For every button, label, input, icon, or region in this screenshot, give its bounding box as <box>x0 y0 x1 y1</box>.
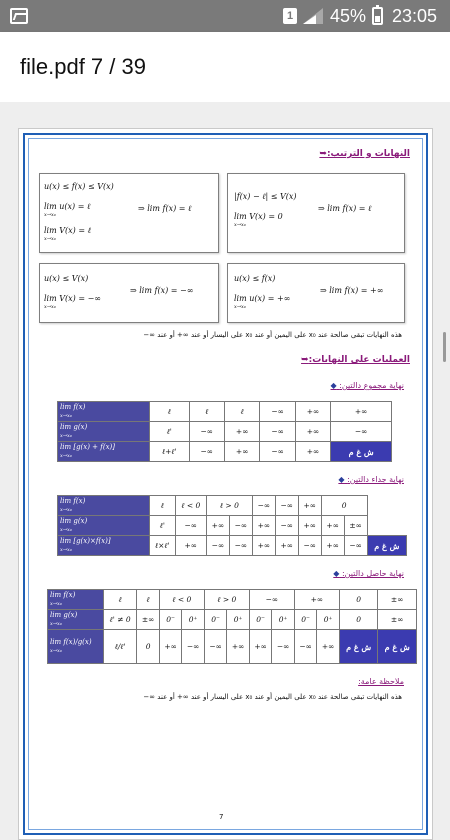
cell: −∞ <box>275 496 298 516</box>
row-label: lim g(x) x→x₀ <box>58 516 150 536</box>
cell: −∞ <box>249 590 294 610</box>
cell: +∞ <box>298 516 321 536</box>
cell: ℓ <box>189 402 224 422</box>
row-label: lim f(x) x→x₀ <box>58 402 150 422</box>
pdf-page[interactable] <box>18 128 433 840</box>
cell: 0⁺ <box>182 610 205 630</box>
clock: 23:05 <box>392 6 438 26</box>
pdf-viewer[interactable] <box>0 102 450 821</box>
box4-line2: lim u(x) = +∞ <box>234 294 291 303</box>
battery-icon <box>372 7 383 25</box>
cell: +∞ <box>294 590 339 610</box>
theorem-box-2 <box>227 173 405 253</box>
box2-sub: x→x₀ <box>234 222 246 228</box>
cell: −∞ <box>272 630 295 664</box>
box4-conclusion: ⇒ lim f(x) = +∞ <box>320 286 384 295</box>
cell: +∞ <box>321 516 344 536</box>
heading-order <box>319 149 410 159</box>
sub-remark-text: ملاحظة عامة: <box>358 677 404 686</box>
cell: ±∞ <box>137 610 160 630</box>
row-label: lim [g(x) + f(x)] x→x₀ <box>58 442 150 462</box>
arrow-icon: ➥ <box>319 149 327 159</box>
cell: ℓ×ℓ' <box>150 536 176 556</box>
cell: 0 <box>339 590 378 610</box>
cell: ℓ > 0 <box>204 590 249 610</box>
theorem-box-3 <box>39 263 219 323</box>
app-bar <box>0 32 450 102</box>
cell: −∞ <box>294 630 317 664</box>
cell: ℓ+ℓ' <box>150 442 190 462</box>
cell: +∞ <box>175 536 206 556</box>
sub-sum <box>331 381 404 390</box>
row-label: lim g(x) x→x₀ <box>48 610 104 630</box>
undefined-form-cell: ش غ م <box>331 442 392 462</box>
row-label: lim f(x) x→x₀ <box>58 496 150 516</box>
theorem-box-4 <box>227 263 405 323</box>
row-label: lim f(x) x→x₀ <box>48 590 104 610</box>
box4-line1: u(x) ≤ f(x) <box>234 274 276 283</box>
cell: −∞ <box>260 402 295 422</box>
cell: −∞ <box>331 422 392 442</box>
cell: −∞ <box>189 442 224 462</box>
status-bar <box>0 0 450 32</box>
note-order: هذه النهايات تبقى صالحة عند x₀ على اليمين أو عند x₀ على اليسار أو عند ∞+ أو عند ∞− <box>143 331 402 339</box>
gallery-icon <box>10 8 28 24</box>
cell: +∞ <box>227 630 250 664</box>
sub-sum-text: نهاية مجموع دالتين: <box>339 381 404 390</box>
cell: 0⁺ <box>272 610 295 630</box>
cell: ℓ < 0 <box>159 590 204 610</box>
table-row <box>48 630 417 664</box>
sub-remark <box>358 677 404 686</box>
bullet-icon: ◆ <box>333 569 340 578</box>
cell: −∞ <box>229 536 252 556</box>
cell: 0⁻ <box>249 610 272 630</box>
cell: ℓ' <box>150 516 176 536</box>
cell: ℓ' <box>150 422 190 442</box>
cell: +∞ <box>317 630 340 664</box>
table-row <box>58 402 392 422</box>
cell: ±∞ <box>378 590 417 610</box>
cell: 0⁻ <box>204 610 227 630</box>
heading-order-text: النهايات و الترتيب: <box>326 149 410 159</box>
cell: +∞ <box>224 422 259 442</box>
battery-percent: 45% <box>330 6 367 26</box>
cell: −∞ <box>189 422 224 442</box>
cell: −∞ <box>182 630 205 664</box>
box3-conclusion: ⇒ lim f(x) = −∞ <box>130 286 194 295</box>
cell: −∞ <box>298 536 321 556</box>
bullet-icon: ◆ <box>330 381 337 390</box>
table-row <box>48 610 417 630</box>
cell: +∞ <box>159 630 182 664</box>
cell: ℓ <box>150 496 176 516</box>
box2-line2: lim V(x) = 0 <box>234 212 283 221</box>
sum-table <box>57 401 392 462</box>
bullet-icon: ◆ <box>338 475 345 484</box>
cell: −∞ <box>252 496 275 516</box>
cell: −∞ <box>275 516 298 536</box>
box1-line3: lim V(x) = ℓ <box>44 226 91 235</box>
table-row <box>58 516 407 536</box>
cell: ℓ > 0 <box>206 496 252 516</box>
page-number: 7 <box>219 813 224 821</box>
heading-operations-text: العمليات على النهايات: <box>308 355 410 365</box>
cell: +∞ <box>206 516 229 536</box>
scrollbar[interactable] <box>443 332 446 362</box>
arrow-icon: ➥ <box>301 355 309 365</box>
cell: ℓ <box>224 402 259 422</box>
cell: 0 <box>339 610 378 630</box>
sub-quotient <box>333 569 404 578</box>
cell: ℓ <box>137 590 160 610</box>
cell: −∞ <box>204 630 227 664</box>
row-label: lim g(x) x→x₀ <box>58 422 150 442</box>
cell: +∞ <box>295 442 330 462</box>
cell: 0⁺ <box>317 610 340 630</box>
sub-product-text: نهاية جداء دالتين: <box>347 475 404 484</box>
cell: 0 <box>321 496 367 516</box>
table-row <box>48 590 417 610</box>
signal-icon <box>303 8 323 24</box>
box3-sub: x→x₀ <box>44 304 56 310</box>
quotient-table <box>47 589 417 664</box>
box1-conclusion: ⇒ lim f(x) = ℓ <box>138 204 192 213</box>
cell: ℓ <box>150 402 190 422</box>
box2-conclusion: ⇒ lim f(x) = ℓ <box>318 204 372 213</box>
cell: −∞ <box>344 536 367 556</box>
cell: −∞ <box>206 536 229 556</box>
cell: ℓ <box>104 590 137 610</box>
product-table <box>57 495 407 556</box>
box1-line1: u(x) ≤ f(x) ≤ V(x) <box>44 182 114 191</box>
sub-quotient-text: نهاية حاصل دالتين: <box>341 569 404 578</box>
undefined-form-cell: ش غ م <box>339 630 378 664</box>
box2-line1: |f(x) − ℓ| ≤ V(x) <box>234 192 297 201</box>
cell: +∞ <box>252 516 275 536</box>
heading-operations <box>301 355 410 365</box>
cell: −∞ <box>260 422 295 442</box>
cell: −∞ <box>229 516 252 536</box>
table-row <box>58 536 407 556</box>
box4-sub: x→x₀ <box>234 304 246 310</box>
box1-line2: lim u(x) = ℓ <box>44 202 91 211</box>
cell: −∞ <box>260 442 295 462</box>
box1-sub: x→x₀ <box>44 212 56 218</box>
table-row <box>58 442 392 462</box>
cell: 0⁻ <box>159 610 182 630</box>
cell: +∞ <box>249 630 272 664</box>
cell: ℓ/ℓ' <box>104 630 137 664</box>
sub-product <box>338 475 404 484</box>
box1-sub2: x→x₀ <box>44 236 56 242</box>
undefined-form-cell: ش غ م <box>378 630 417 664</box>
cell: 0 <box>137 630 160 664</box>
cell: +∞ <box>298 496 321 516</box>
theorem-box-1 <box>39 173 219 253</box>
table-row <box>58 496 407 516</box>
cell: +∞ <box>224 442 259 462</box>
cell: 0⁻ <box>294 610 317 630</box>
cell: 0⁺ <box>227 610 250 630</box>
cell: +∞ <box>295 422 330 442</box>
cell: +∞ <box>331 402 392 422</box>
cell: +∞ <box>252 536 275 556</box>
cell: +∞ <box>275 536 298 556</box>
table-row <box>58 422 392 442</box>
cell: ℓ < 0 <box>175 496 206 516</box>
cell: ±∞ <box>378 610 417 630</box>
document-title[interactable]: file.pdf 7 / 39 <box>20 54 146 79</box>
undefined-form-cell: ش غ م <box>367 536 406 556</box>
box3-line1: u(x) ≤ V(x) <box>44 274 89 283</box>
row-label: lim f(x)/g(x) x→x₀ <box>48 630 104 664</box>
row-label: lim [g(x)×f(x)] x→x₀ <box>58 536 150 556</box>
sim-icon: 1 <box>283 8 297 24</box>
cell: −∞ <box>175 516 206 536</box>
cell: +∞ <box>295 402 330 422</box>
cell: ±∞ <box>344 516 367 536</box>
cell: ℓ' ≠ 0 <box>104 610 137 630</box>
cell: +∞ <box>321 536 344 556</box>
note-general: هذه النهايات تبقى صالحة عند x₀ على اليمين أو عند x₀ على اليسار أو عند ∞+ أو عند ∞− <box>143 693 402 701</box>
box3-line2: lim V(x) = −∞ <box>44 294 101 303</box>
